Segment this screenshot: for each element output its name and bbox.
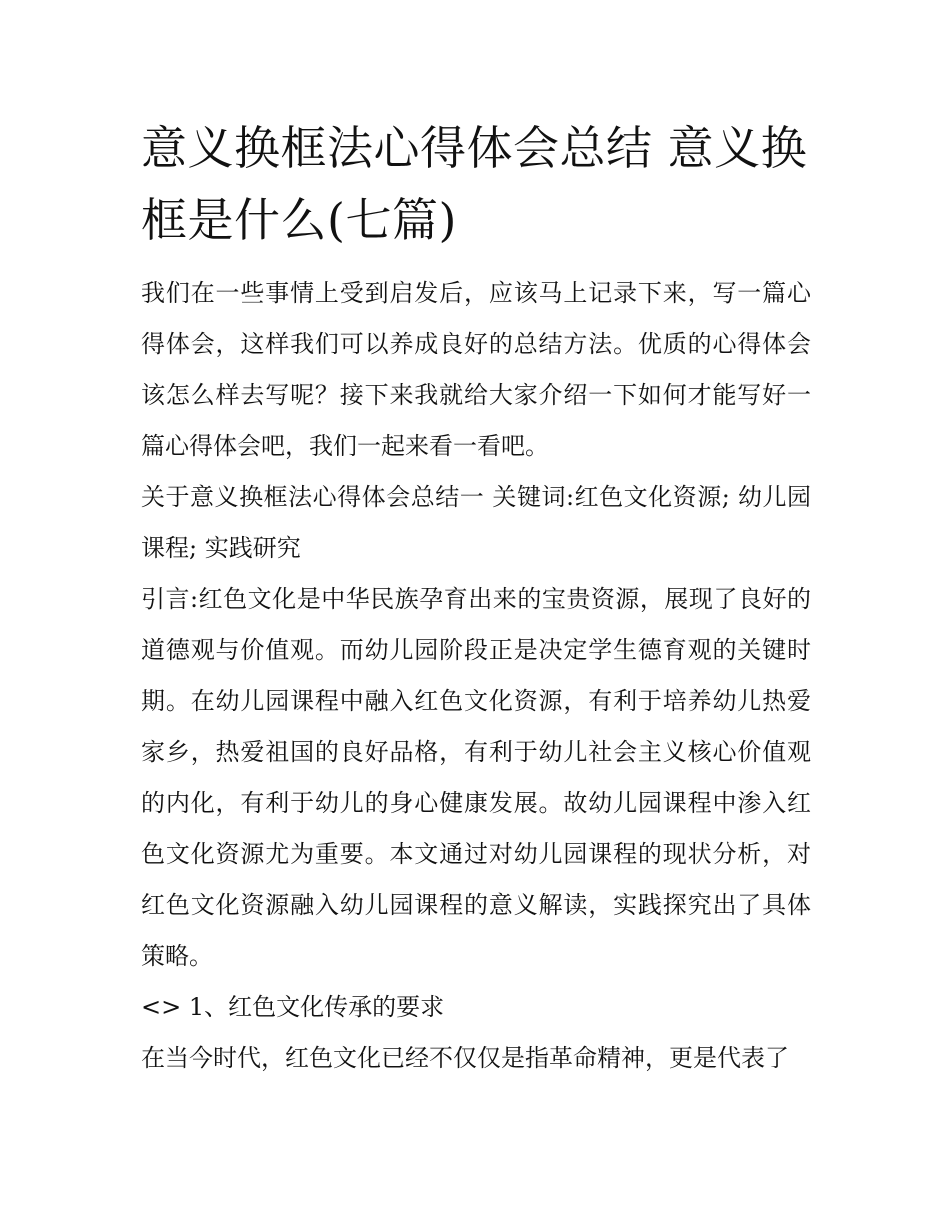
section-heading: <> 1、红色文化传承的要求 [141, 993, 445, 1021]
intro-paragraph: 我们在一些事情上受到启发后，应该马上记录下来，写一篇心得体会，这样我们可以养成良好的总结方法。优质的心得体会该怎么样去写呢？接下来我就给大家介绍一下如何才能写好一篇心得体会吧，我们一起来看一看吧。 [141, 279, 811, 460]
keywords-paragraph: 关于意义换框法心得体会总结一 关键词:红色文化资源; 幼儿园课程; 实践研究 [141, 483, 811, 562]
preface-paragraph: 引言:红色文化是中华民族孕育出来的宝贵资源，展现了良好的道德观与价值观。而幼儿园阶段正是决定学生德育观的关键时期。在幼儿园课程中融入红色文化资源，有利于培养幼儿热爱家乡，热爱祖国的良好品格，有利于幼儿社会主义核心价值观的内化，有利于幼儿的身心健康发展。故幼儿园课程中渗入红色文化资源尤为重要。本文通过对幼儿园课程的现状分析，对红色文化资源融入幼儿园课程的意义解读，实践探究出了具体策略。 [141, 585, 811, 970]
document-title: 意义换框法心得体会总结 意义换框是什么(七篇) [141, 121, 808, 247]
document-page [141, 112, 811, 1084]
body-paragraph: 在当今时代，红色文化已经不仅仅是指革命精神，更是代表了 [141, 1044, 789, 1072]
